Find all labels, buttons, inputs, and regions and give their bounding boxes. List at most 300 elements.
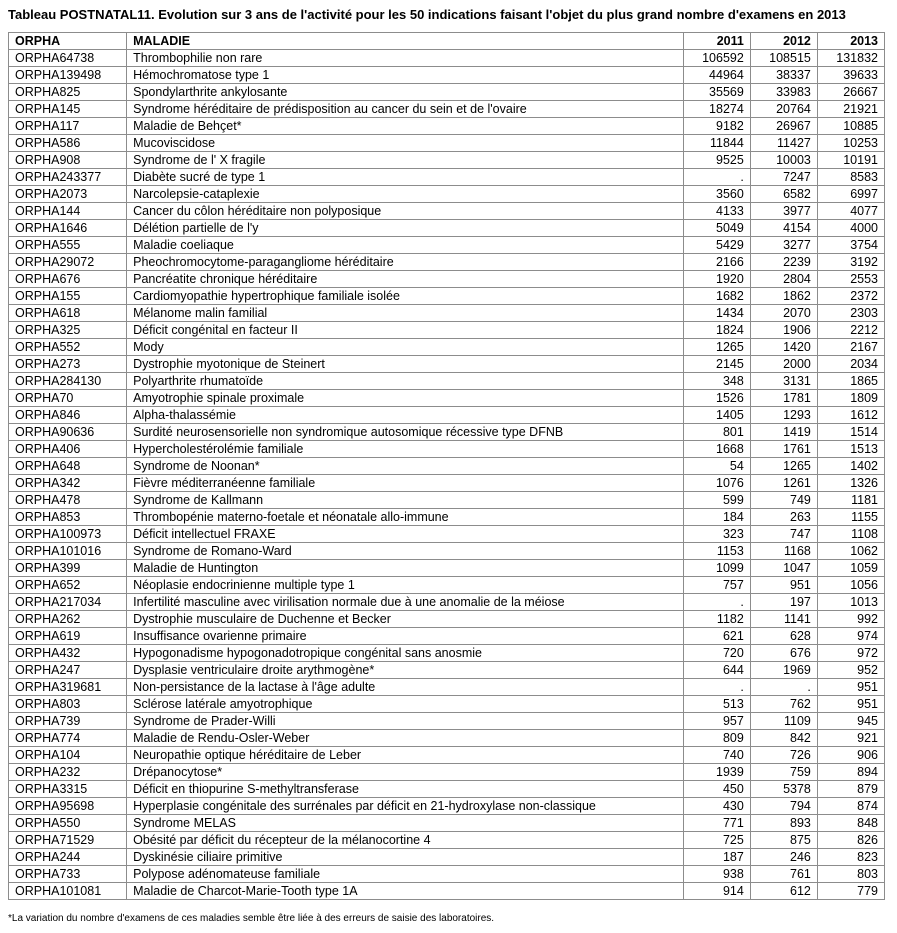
table-row [9,407,885,424]
cell-2012: 1420 [750,339,817,356]
cell-maladie: Infertilité masculine avec virilisation normale due à une anomalie de la méiose [127,594,684,611]
cell-orpha: ORPHA825 [9,84,127,101]
cell-orpha: ORPHA586 [9,135,127,152]
cell-orpha: ORPHA95698 [9,798,127,815]
cell-maladie: Polyarthrite rhumatoïde [127,373,684,390]
table-header-row [9,33,885,50]
cell-2012: 1141 [750,611,817,628]
cell-2012: 38337 [750,67,817,84]
cell-2011: 3560 [683,186,750,203]
cell-2011: 1668 [683,441,750,458]
cell-orpha: ORPHA2073 [9,186,127,203]
cell-2011: . [683,679,750,696]
header-orpha: ORPHA [9,33,127,50]
cell-orpha: ORPHA619 [9,628,127,645]
table-row [9,475,885,492]
cell-orpha: ORPHA478 [9,492,127,509]
table-row [9,271,885,288]
cell-orpha: ORPHA29072 [9,254,127,271]
cell-2013: 1155 [817,509,884,526]
cell-maladie: Maladie de Rendu-Osler-Weber [127,730,684,747]
cell-maladie: Neuropathie optique héréditaire de Leber [127,747,684,764]
cell-maladie: Dysplasie ventriculaire droite arythmogène* [127,662,684,679]
cell-maladie: Spondylarthrite ankylosante [127,84,684,101]
cell-2011: 9182 [683,118,750,135]
table-row [9,696,885,713]
cell-2012: 5378 [750,781,817,798]
cell-orpha: ORPHA104 [9,747,127,764]
cell-2011: 513 [683,696,750,713]
cell-2011: 1099 [683,560,750,577]
cell-2012: 26967 [750,118,817,135]
cell-maladie: Syndrome de Romano-Ward [127,543,684,560]
cell-2013: 10885 [817,118,884,135]
cell-2012: 794 [750,798,817,815]
cell-maladie: Obésité par déficit du récepteur de la mélanocortine 4 [127,832,684,849]
cell-orpha: ORPHA648 [9,458,127,475]
cell-2013: 2034 [817,356,884,373]
cell-2013: 1108 [817,526,884,543]
cell-2012: 676 [750,645,817,662]
table-title-label: Tableau POSTNATAL11. [8,7,155,22]
cell-2012: 612 [750,883,817,900]
table-row [9,509,885,526]
cell-maladie: Hémochromatose type 1 [127,67,684,84]
cell-2013: 10253 [817,135,884,152]
table-row [9,424,885,441]
cell-2013: 10191 [817,152,884,169]
cell-2011: 957 [683,713,750,730]
cell-2013: 26667 [817,84,884,101]
cell-2013: 2553 [817,271,884,288]
cell-2013: 894 [817,764,884,781]
cell-2012: 893 [750,815,817,832]
cell-maladie: Cancer du côlon héréditaire non polyposique [127,203,684,220]
cell-2012: 3977 [750,203,817,220]
table-row [9,118,885,135]
cell-2011: 430 [683,798,750,815]
cell-maladie: Maladie de Huntington [127,560,684,577]
cell-2012: 3277 [750,237,817,254]
table-row [9,101,885,118]
cell-2013: 1013 [817,594,884,611]
table-row [9,305,885,322]
cell-2013: 951 [817,679,884,696]
cell-2012: 1862 [750,288,817,305]
cell-2012: 749 [750,492,817,509]
cell-orpha: ORPHA144 [9,203,127,220]
cell-2013: 952 [817,662,884,679]
cell-maladie: Pheochromocytome-paragangliome héréditaire [127,254,684,271]
cell-orpha: ORPHA652 [9,577,127,594]
cell-orpha: ORPHA908 [9,152,127,169]
cell-orpha: ORPHA774 [9,730,127,747]
cell-2012: 1261 [750,475,817,492]
cell-2011: 348 [683,373,750,390]
cell-maladie: Déficit congénital en facteur II [127,322,684,339]
cell-maladie: Syndrome héréditaire de prédisposition au cancer du sein et de l'ovaire [127,101,684,118]
indications-table [8,32,885,900]
cell-2013: 131832 [817,50,884,67]
cell-maladie: Syndrome de Kallmann [127,492,684,509]
cell-2011: 720 [683,645,750,662]
cell-2011: 106592 [683,50,750,67]
cell-2011: 621 [683,628,750,645]
cell-2012: 1293 [750,407,817,424]
cell-2013: 1865 [817,373,884,390]
table-row [9,662,885,679]
table-row [9,543,885,560]
cell-maladie: Mody [127,339,684,356]
cell-2012: 33983 [750,84,817,101]
cell-2011: 1526 [683,390,750,407]
cell-maladie: Hyperplasie congénitale des surrénales par déficit en 21-hydroxylase non-classique [127,798,684,815]
cell-2013: 992 [817,611,884,628]
cell-2012: 197 [750,594,817,611]
cell-maladie: Hypogonadisme hypogonadotropique congénital sans anosmie [127,645,684,662]
cell-2011: 11844 [683,135,750,152]
cell-2012: 108515 [750,50,817,67]
cell-2011: 44964 [683,67,750,84]
cell-maladie: Insuffisance ovarienne primaire [127,628,684,645]
cell-2012: 2239 [750,254,817,271]
cell-maladie: Diabète sucré de type 1 [127,169,684,186]
cell-2013: 874 [817,798,884,815]
table-row [9,84,885,101]
cell-maladie: Syndrome de l' X fragile [127,152,684,169]
table-row [9,645,885,662]
cell-orpha: ORPHA71529 [9,832,127,849]
cell-orpha: ORPHA550 [9,815,127,832]
table-row [9,135,885,152]
cell-2012: 2804 [750,271,817,288]
cell-maladie: Non-persistance de la lactase à l'âge adulte [127,679,684,696]
cell-orpha: ORPHA552 [9,339,127,356]
cell-orpha: ORPHA853 [9,509,127,526]
cell-2012: 20764 [750,101,817,118]
cell-orpha: ORPHA244 [9,849,127,866]
cell-2012: 747 [750,526,817,543]
cell-2011: 1434 [683,305,750,322]
cell-2011: 809 [683,730,750,747]
cell-2012: 1265 [750,458,817,475]
cell-2011: 1153 [683,543,750,560]
cell-2012: 1781 [750,390,817,407]
cell-2011: 54 [683,458,750,475]
cell-maladie: Maladie de Behçet* [127,118,684,135]
cell-maladie: Drépanocytose* [127,764,684,781]
cell-2012: 263 [750,509,817,526]
cell-2013: 1181 [817,492,884,509]
cell-maladie: Mélanome malin familial [127,305,684,322]
table-row [9,67,885,84]
cell-maladie: Thrombophilie non rare [127,50,684,67]
cell-2011: 725 [683,832,750,849]
table-row [9,577,885,594]
table-row [9,186,885,203]
table-row [9,560,885,577]
cell-2011: 1939 [683,764,750,781]
table-title-text: Evolution sur 3 ans de l'activité pour les 50 indications faisant l'objet du plus grand nombre d'examens en 2013 [154,7,846,22]
cell-2012: 759 [750,764,817,781]
table-row [9,152,885,169]
cell-2012: 842 [750,730,817,747]
cell-2013: 1514 [817,424,884,441]
cell-2012: 2000 [750,356,817,373]
cell-2011: . [683,594,750,611]
cell-2013: 39633 [817,67,884,84]
cell-orpha: ORPHA117 [9,118,127,135]
cell-2012: 1906 [750,322,817,339]
cell-orpha: ORPHA319681 [9,679,127,696]
cell-maladie: Syndrome de Noonan* [127,458,684,475]
table-row [9,441,885,458]
cell-2013: 4077 [817,203,884,220]
table-row [9,50,885,67]
cell-maladie: Narcolepsie-cataplexie [127,186,684,203]
cell-2013: 1513 [817,441,884,458]
cell-2012: 1761 [750,441,817,458]
footnote: *La variation du nombre d'examens de ces maladies semble être liée à des erreurs de saisie des laboratoires. [8,913,495,924]
table-row [9,815,885,832]
cell-2013: 2372 [817,288,884,305]
table-row [9,458,885,475]
cell-2013: 921 [817,730,884,747]
table-row [9,373,885,390]
cell-maladie: Déficit intellectuel FRAXE [127,526,684,543]
cell-2012: 4154 [750,220,817,237]
cell-2013: 1059 [817,560,884,577]
cell-2013: 826 [817,832,884,849]
table-row [9,254,885,271]
cell-2012: 3131 [750,373,817,390]
cell-orpha: ORPHA739 [9,713,127,730]
cell-2013: 1612 [817,407,884,424]
cell-maladie: Amyotrophie spinale proximale [127,390,684,407]
table-row [9,730,885,747]
cell-2013: 951 [817,696,884,713]
cell-maladie: Dystrophie musculaire de Duchenne et Becker [127,611,684,628]
cell-2011: 757 [683,577,750,594]
cell-maladie: Délétion partielle de l'y [127,220,684,237]
cell-maladie: Dystrophie myotonique de Steinert [127,356,684,373]
cell-orpha: ORPHA232 [9,764,127,781]
cell-2013: 3754 [817,237,884,254]
cell-2013: 8583 [817,169,884,186]
cell-2013: 4000 [817,220,884,237]
cell-orpha: ORPHA100973 [9,526,127,543]
cell-maladie: Syndrome de Prader-Willi [127,713,684,730]
cell-maladie: Maladie de Charcot-Marie-Tooth type 1A [127,883,684,900]
table-row [9,747,885,764]
cell-orpha: ORPHA325 [9,322,127,339]
cell-2011: 914 [683,883,750,900]
cell-orpha: ORPHA247 [9,662,127,679]
cell-orpha: ORPHA555 [9,237,127,254]
cell-maladie: Néoplasie endocrinienne multiple type 1 [127,577,684,594]
cell-2011: 801 [683,424,750,441]
table-row [9,679,885,696]
cell-maladie: Hypercholestérolémie familiale [127,441,684,458]
cell-orpha: ORPHA406 [9,441,127,458]
cell-orpha: ORPHA399 [9,560,127,577]
cell-orpha: ORPHA217034 [9,594,127,611]
cell-2013: 972 [817,645,884,662]
cell-orpha: ORPHA262 [9,611,127,628]
table-row [9,492,885,509]
cell-maladie: Alpha-thalassémie [127,407,684,424]
cell-2011: 323 [683,526,750,543]
cell-2012: 951 [750,577,817,594]
cell-orpha: ORPHA803 [9,696,127,713]
cell-2012: 1168 [750,543,817,560]
cell-2013: 2167 [817,339,884,356]
header-2011: 2011 [683,33,750,50]
cell-2011: 18274 [683,101,750,118]
cell-orpha: ORPHA70 [9,390,127,407]
cell-2011: 1405 [683,407,750,424]
cell-maladie: Mucoviscidose [127,135,684,152]
cell-2012: 628 [750,628,817,645]
cell-2013: 3192 [817,254,884,271]
cell-2011: 644 [683,662,750,679]
cell-orpha: ORPHA101016 [9,543,127,560]
table-row [9,713,885,730]
cell-2012: 1419 [750,424,817,441]
table-row [9,220,885,237]
cell-2011: 1182 [683,611,750,628]
table-row [9,798,885,815]
cell-2011: 938 [683,866,750,883]
table-row [9,169,885,186]
cell-2013: 879 [817,781,884,798]
cell-2013: 906 [817,747,884,764]
cell-2012: 726 [750,747,817,764]
cell-orpha: ORPHA1646 [9,220,127,237]
table-row [9,237,885,254]
cell-orpha: ORPHA284130 [9,373,127,390]
header-maladie: MALADIE [127,33,684,50]
cell-2011: 1076 [683,475,750,492]
cell-2012: 7247 [750,169,817,186]
cell-orpha: ORPHA155 [9,288,127,305]
cell-2011: 771 [683,815,750,832]
cell-2012: 1047 [750,560,817,577]
cell-2013: 823 [817,849,884,866]
cell-2013: 1326 [817,475,884,492]
header-2013: 2013 [817,33,884,50]
cell-2012: 1969 [750,662,817,679]
cell-orpha: ORPHA139498 [9,67,127,84]
cell-2013: 1402 [817,458,884,475]
cell-maladie: Fièvre méditerranéenne familiale [127,475,684,492]
cell-orpha: ORPHA342 [9,475,127,492]
cell-orpha: ORPHA273 [9,356,127,373]
cell-2012: . [750,679,817,696]
cell-2013: 6997 [817,186,884,203]
table-row [9,628,885,645]
cell-orpha: ORPHA846 [9,407,127,424]
cell-2011: 450 [683,781,750,798]
cell-2011: 1920 [683,271,750,288]
cell-maladie: Syndrome MELAS [127,815,684,832]
cell-2011: 35569 [683,84,750,101]
cell-maladie: Thrombopénie materno-foetale et néonatale allo-immune [127,509,684,526]
table-row [9,526,885,543]
cell-maladie: Dyskinésie ciliaire primitive [127,849,684,866]
cell-orpha: ORPHA3315 [9,781,127,798]
cell-2012: 761 [750,866,817,883]
table-row [9,203,885,220]
cell-maladie: Surdité neurosensorielle non syndromique autosomique récessive type DFNB [127,424,684,441]
cell-2011: 1265 [683,339,750,356]
cell-2012: 762 [750,696,817,713]
table-row [9,288,885,305]
table-row [9,322,885,339]
table-row [9,832,885,849]
cell-orpha: ORPHA676 [9,271,127,288]
cell-2013: 1062 [817,543,884,560]
cell-2011: 9525 [683,152,750,169]
table-body [9,50,885,900]
cell-2012: 11427 [750,135,817,152]
cell-2011: 2166 [683,254,750,271]
cell-2011: 184 [683,509,750,526]
table-row [9,611,885,628]
cell-orpha: ORPHA64738 [9,50,127,67]
cell-2012: 6582 [750,186,817,203]
cell-2011: 740 [683,747,750,764]
table-title [8,7,846,22]
cell-orpha: ORPHA432 [9,645,127,662]
cell-2011: 5429 [683,237,750,254]
cell-2012: 10003 [750,152,817,169]
table-row [9,594,885,611]
cell-2013: 2212 [817,322,884,339]
table-row [9,849,885,866]
cell-maladie: Maladie coeliaque [127,237,684,254]
cell-2012: 246 [750,849,817,866]
cell-2011: 4133 [683,203,750,220]
table-row [9,339,885,356]
table-row [9,781,885,798]
cell-2013: 779 [817,883,884,900]
table-row [9,764,885,781]
cell-orpha: ORPHA101081 [9,883,127,900]
cell-2013: 21921 [817,101,884,118]
cell-2012: 875 [750,832,817,849]
cell-maladie: Cardiomyopathie hypertrophique familiale isolée [127,288,684,305]
cell-2011: . [683,169,750,186]
cell-orpha: ORPHA145 [9,101,127,118]
cell-maladie: Polypose adénomateuse familiale [127,866,684,883]
cell-2013: 2303 [817,305,884,322]
cell-maladie: Pancréatite chronique héréditaire [127,271,684,288]
cell-2011: 599 [683,492,750,509]
cell-orpha: ORPHA90636 [9,424,127,441]
table-row [9,866,885,883]
cell-2011: 5049 [683,220,750,237]
table-row [9,390,885,407]
table-row [9,356,885,373]
cell-2012: 1109 [750,713,817,730]
cell-2011: 1682 [683,288,750,305]
header-2012: 2012 [750,33,817,50]
cell-2013: 848 [817,815,884,832]
cell-2011: 187 [683,849,750,866]
cell-maladie: Sclérose latérale amyotrophique [127,696,684,713]
cell-2011: 1824 [683,322,750,339]
